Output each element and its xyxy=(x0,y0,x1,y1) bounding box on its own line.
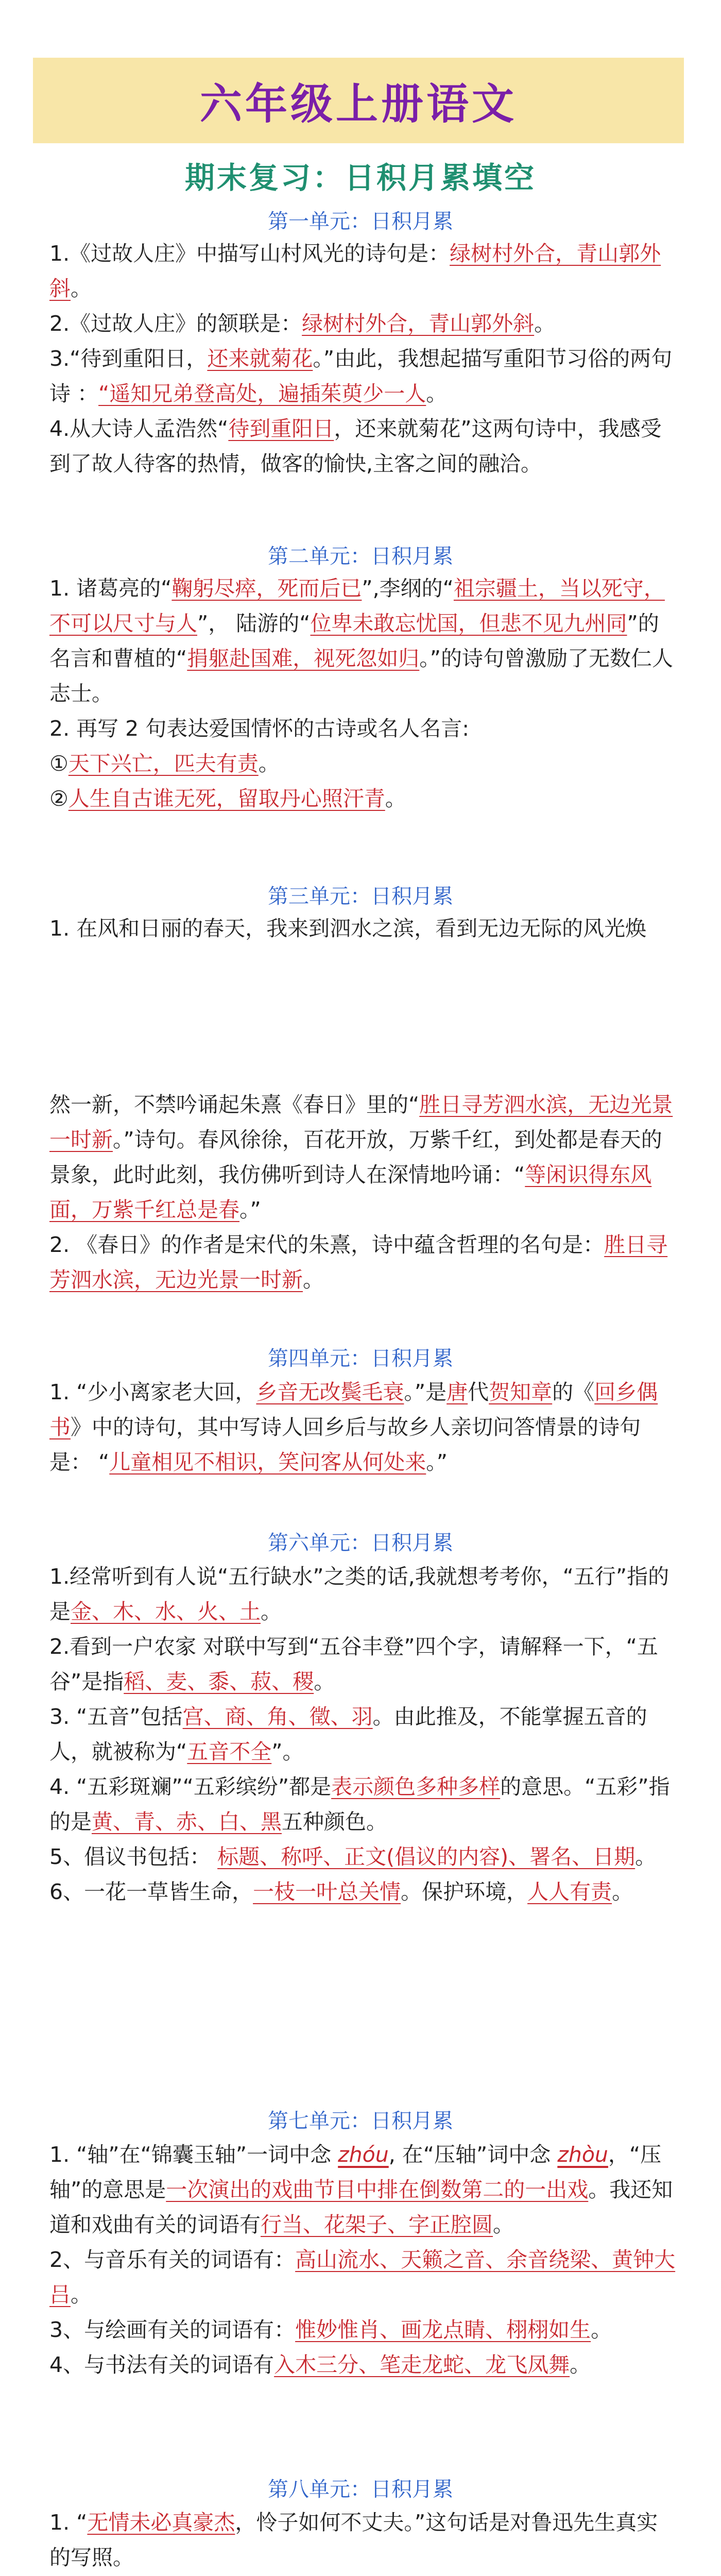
paragraph xyxy=(49,2137,679,2242)
answer-text: 行当、花架子、字正腔圆 xyxy=(261,2212,493,2237)
body-text: 2. 再写 2 句表达爱国情怀的古诗或名人名言: xyxy=(49,716,470,741)
answer-text: 绿树村外合，青山郭外斜 xyxy=(49,241,661,301)
body-text: 5、倡议书包括： xyxy=(49,1844,218,1869)
body-text: 。 xyxy=(258,751,280,776)
answer-text: 惟妙惟肖、画龙点睛、栩栩如生 xyxy=(295,2317,591,2342)
unit-6-title: 第六单元：日积月累 xyxy=(268,1531,453,1555)
answer-text: 入木三分、笔走龙蛇、龙飞凤舞 xyxy=(274,2352,570,2377)
body-text: 。 xyxy=(635,1844,657,1869)
answer-text: 贺知章 xyxy=(489,1380,553,1404)
body-text: ① xyxy=(49,751,68,776)
answer-text: 唐 xyxy=(447,1380,468,1404)
pinyin-answer: zhóu xyxy=(338,2142,389,2167)
paragraph xyxy=(49,1839,679,1874)
body-text: 4.从大诗人孟浩然“ xyxy=(49,416,229,441)
body-text: ，还来就菊花”这两句诗中，我感受到了故人待客的热情，做客的愉快,主客之间的融洽。 xyxy=(49,416,662,476)
unit-7-title: 第七单元：日积月累 xyxy=(268,2109,453,2133)
unit-3-body-continued xyxy=(49,1087,679,1297)
unit-8-title: 第八单元：日积月累 xyxy=(268,2478,453,2501)
answer-text: 无情未必真豪杰 xyxy=(87,2510,235,2535)
body-text: 1. “ xyxy=(49,2510,88,2535)
paragraph xyxy=(49,411,679,481)
answer-text: 乡音无改鬓毛衰 xyxy=(256,1380,404,1404)
body-text: , 在“压轴”词中念 xyxy=(388,2142,558,2167)
answer-text: 宫、商、角、徵、羽 xyxy=(182,1704,373,1729)
paragraph xyxy=(49,1769,679,1839)
body-text: 。 xyxy=(534,311,556,336)
body-text: ② xyxy=(49,786,68,811)
answer-text: 人生自古谁无死，留取丹心照汗青 xyxy=(68,786,385,811)
body-text: ”的名言和曹植的“ xyxy=(49,611,659,671)
paragraph xyxy=(49,746,679,781)
paragraph xyxy=(49,306,679,341)
page-title: 六年级上册语文 xyxy=(199,79,517,129)
body-text: 2.看到一户农家 对联中写到“五谷丰登”四个字，请解释一下，“五谷”是指 xyxy=(49,1634,658,1694)
body-text: 1. 在风和日丽的春天，我来到泗水之滨，看到无边无际的风光焕 xyxy=(49,916,647,941)
unit-8-body xyxy=(49,2505,679,2576)
answer-text: “遥知兄弟登高处，遍插茱萸少一人 xyxy=(98,381,426,406)
answer-text: 待到重阳日 xyxy=(228,416,334,441)
paragraph xyxy=(49,571,679,711)
paragraph xyxy=(49,236,679,306)
body-text: 1.《过故人庄》中描写山村风光的诗句是： xyxy=(49,241,450,266)
unit-2-title: 第二单元：日积月累 xyxy=(268,545,453,568)
answer-text: 高山流水、天籁之音、余音绕梁、黄钟大吕 xyxy=(49,2247,676,2307)
body-text: 1. “轴”在“锦囊玉轴”一词中念 xyxy=(49,2142,338,2167)
body-text: ，“压轴”的意思是 xyxy=(49,2142,662,2202)
body-text: 》中的诗句，其中写诗人回乡后与故乡人亲切问答情景的诗句是： “ xyxy=(49,1415,641,1475)
answer-text: 儿童相见不相识，笑问客从何处来 xyxy=(109,1450,426,1475)
paragraph xyxy=(49,2505,679,2575)
unit-3-body xyxy=(49,911,679,946)
answer-text: 位卑未敢忘忧国，但悲不见九州同 xyxy=(310,611,627,636)
unit-1-body xyxy=(49,236,679,481)
unit-4-body xyxy=(49,1375,679,1480)
answer-text: 人人有责 xyxy=(527,1879,612,1904)
body-text: 。”诗句。春风徐徐，百花开放，万紫千红，到处都是春天的景象，此时此刻，我仿佛听到诗人在深情地吟诵：“ xyxy=(49,1127,662,1187)
body-text: 。 xyxy=(314,1669,335,1694)
body-text: 。 xyxy=(71,276,92,301)
body-text: 。”由此，我想起描写重阳节习俗的两句诗 ： xyxy=(49,346,673,406)
body-text: 的意思。“五彩”指的是 xyxy=(49,1774,670,1834)
body-text: 3. “五音”包括 xyxy=(49,1704,183,1729)
paragraph xyxy=(49,2312,679,2347)
body-text: ”， 陆游的“ xyxy=(197,611,311,636)
body-text: 。”是 xyxy=(404,1380,447,1404)
body-text: 。 xyxy=(493,2212,514,2237)
body-text: 1. “少小离家老大回， xyxy=(49,1380,256,1404)
paragraph xyxy=(49,711,679,746)
body-text: 。 xyxy=(385,786,406,811)
unit-6-body xyxy=(49,1559,679,1909)
answer-text: 黄、青、赤、白、黑 xyxy=(92,1809,282,1834)
answer-text: 一次演出的戏曲节目中排在倒数第二的一出戏 xyxy=(166,2177,589,2202)
body-text: 五种颜色。 xyxy=(282,1809,387,1834)
body-text: 。 xyxy=(591,2317,612,2342)
paragraph xyxy=(49,2242,679,2312)
paragraph xyxy=(49,781,679,816)
body-text: 3、与绘画有关的词语有： xyxy=(49,2317,296,2342)
body-text: 的《 xyxy=(552,1380,595,1404)
answer-text: 绿树村外合，青山郭外斜 xyxy=(302,311,535,336)
body-text: 。由此推及，不能掌握五音的人，就被称为“ xyxy=(49,1704,647,1764)
answer-text: 天下兴亡，匹夫有责 xyxy=(68,751,259,776)
paragraph xyxy=(49,1629,679,1699)
body-text: 6、一花一草皆生命， xyxy=(49,1879,253,1904)
unit-2-body xyxy=(49,571,679,816)
body-text: ”,李纲的“ xyxy=(362,576,454,601)
answer-text: 胜日寻芳泗水滨，无边光景一时新 xyxy=(49,1092,673,1152)
body-text: 2、与音乐有关的词语有： xyxy=(49,2247,296,2272)
paragraph xyxy=(49,1227,679,1297)
body-text: 。 xyxy=(303,1267,324,1292)
answer-text: 表示颜色多种多样 xyxy=(331,1774,501,1799)
body-text: 然一新，不禁吟诵起朱熹《春日》里的“ xyxy=(49,1092,420,1117)
unit-1-title: 第一单元：日积月累 xyxy=(268,210,453,233)
body-text: 。 xyxy=(612,1879,633,1904)
paragraph xyxy=(49,1559,679,1629)
answer-text: 捐躯赴国难，视死忽如归 xyxy=(187,646,420,671)
answer-text: 还来就菊花 xyxy=(207,346,313,371)
body-text: 。” xyxy=(426,1450,448,1475)
paragraph xyxy=(49,341,679,411)
body-text: 。 xyxy=(261,1599,282,1624)
body-text: 。保护环境， xyxy=(401,1879,528,1904)
paragraph xyxy=(49,911,679,946)
paragraph xyxy=(49,1874,679,1909)
body-text: 2.《过故人庄》的颔联是： xyxy=(49,311,302,336)
body-text: 代 xyxy=(468,1380,489,1404)
body-text: ”。 xyxy=(271,1739,304,1764)
body-text: 。”的诗句曾激励了无数仁人志士。 xyxy=(49,646,673,706)
paragraph xyxy=(49,1699,679,1769)
title-banner xyxy=(33,58,684,143)
unit-4-title: 第四单元：日积月累 xyxy=(268,1347,453,1370)
body-text: 4、与书法有关的词语有 xyxy=(49,2352,274,2377)
body-text: 。” xyxy=(239,1197,261,1222)
pinyin-answer: zhòu xyxy=(557,2142,608,2167)
answer-text: 等闲识得东风面，万紫千红总是春 xyxy=(49,1162,652,1222)
answer-text: 标题、称呼、正文(倡议的内容)、署名、日期 xyxy=(217,1844,636,1869)
body-text: 。 xyxy=(71,2282,92,2307)
answer-text: 回乡偶书 xyxy=(49,1380,658,1439)
answer-text: 五音不全 xyxy=(187,1739,272,1764)
answer-text: 鞠躬尽瘁，死而后已 xyxy=(171,576,362,601)
answer-text: 稻、麦、黍、菽、稷 xyxy=(124,1669,314,1694)
page-subtitle: 期末复习：日积月累填空 xyxy=(184,160,536,195)
paragraph xyxy=(49,2347,679,2382)
answer-text: 胜日寻芳泗水滨，无边光景一时新 xyxy=(49,1232,668,1292)
paragraph xyxy=(49,1375,679,1480)
answer-text: 祖宗疆土，当以死守，不可以尺寸与人 xyxy=(49,576,665,636)
paragraph xyxy=(49,1087,679,1227)
body-text: ，怜子如何不丈夫。”这句话是对鲁迅先生真实的写照。 xyxy=(49,2510,658,2570)
body-text: 3.“待到重阳日， xyxy=(49,346,208,371)
unit-7-body xyxy=(49,2137,679,2382)
body-text: 。 xyxy=(570,2352,591,2377)
body-text: 1.经常听到有人说“五行缺水”之类的话,我就想考考你，“五行”指的是 xyxy=(49,1564,670,1624)
answer-text: 一枝一叶总关情 xyxy=(253,1879,401,1904)
body-text: 1. 诸葛亮的“ xyxy=(49,576,172,601)
body-text: 2. 《春日》的作者是宋代的朱熹，诗中蕴含哲理的名句是： xyxy=(49,1232,605,1257)
body-text: 4. “五彩斑斓”“五彩缤纷”都是 xyxy=(49,1774,332,1799)
unit-3-title: 第三单元：日积月累 xyxy=(268,885,453,908)
answer-text: 金、木、水、火、土 xyxy=(71,1599,261,1624)
body-text: 。我还知道和戏曲有关的词语有 xyxy=(49,2177,673,2237)
body-text: 。 xyxy=(426,381,448,406)
